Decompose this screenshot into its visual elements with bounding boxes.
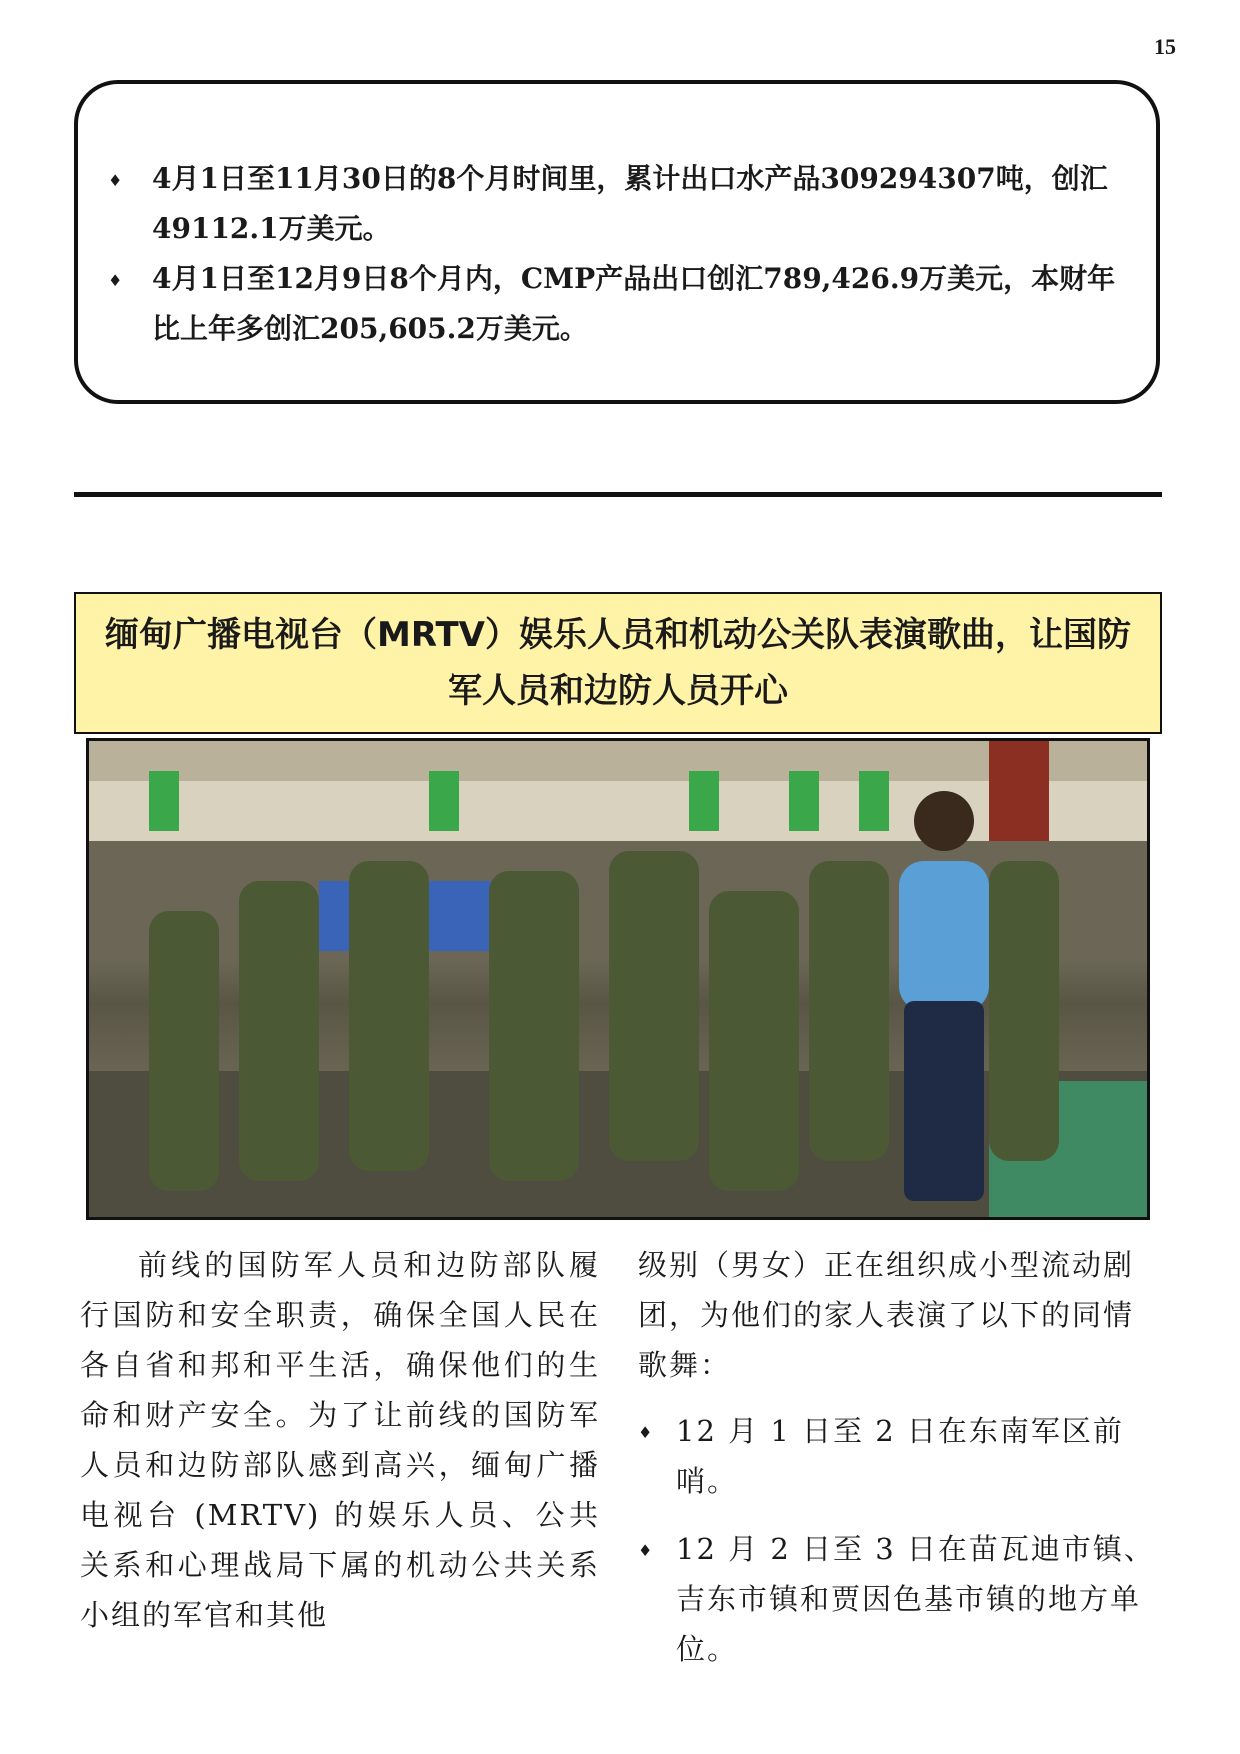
headline-banner (74, 592, 1162, 734)
summary-item: ♦ 4月1日至12月9日8个月内，CMP产品出口创汇789,426.9万美元，本财年比上年多创汇205,605.2万美元。 (108, 254, 1126, 354)
article-paragraph: 级别（男女）正在组织成小型流动剧团，为他们的家人表演了以下的同情歌舞： (638, 1248, 1135, 1382)
headline: 缅甸广播电视台（MRTV）娱乐人员和机动公关队表演歌曲，让国防军人员和边防人员开心 (105, 615, 1131, 711)
event-photo (86, 738, 1150, 1220)
event-list-item: ♦ 12 月 1 日至 2 日在东南军区前哨。 (638, 1406, 1158, 1506)
event-photo-illustration (89, 741, 1147, 1217)
article-paragraph: 前线的国防军人员和边防部队履行国防和安全职责，确保全国人民在各自省和邦和平生活，确保他们的生命和财产安全。为了让前线的国防军 人员和边防部队感到高兴，缅甸广播电视台 (MRTV) 的娱乐人员、公共关系和心理战局下属的机动公共关系小组的军官和其他 (80, 1248, 663, 1632)
page-number: 15 (1154, 34, 1176, 59)
event-list-item: ♦ 12 月 2 日至 3 日在苗瓦迪市镇、吉东市镇和贾因色基市镇的地方单位。 (638, 1524, 1158, 1674)
summary-list (78, 84, 1156, 354)
summary-box (74, 80, 1160, 404)
event-list (638, 1406, 1158, 1674)
summary-item: ♦ 4月1日至11月30日的8个月时间里，累计出口水产品309294307吨，创汇49112.1万美元。 (108, 154, 1126, 254)
article-left-column (80, 1240, 663, 1640)
article-right-column (638, 1240, 1158, 1692)
section-divider (74, 492, 1162, 497)
